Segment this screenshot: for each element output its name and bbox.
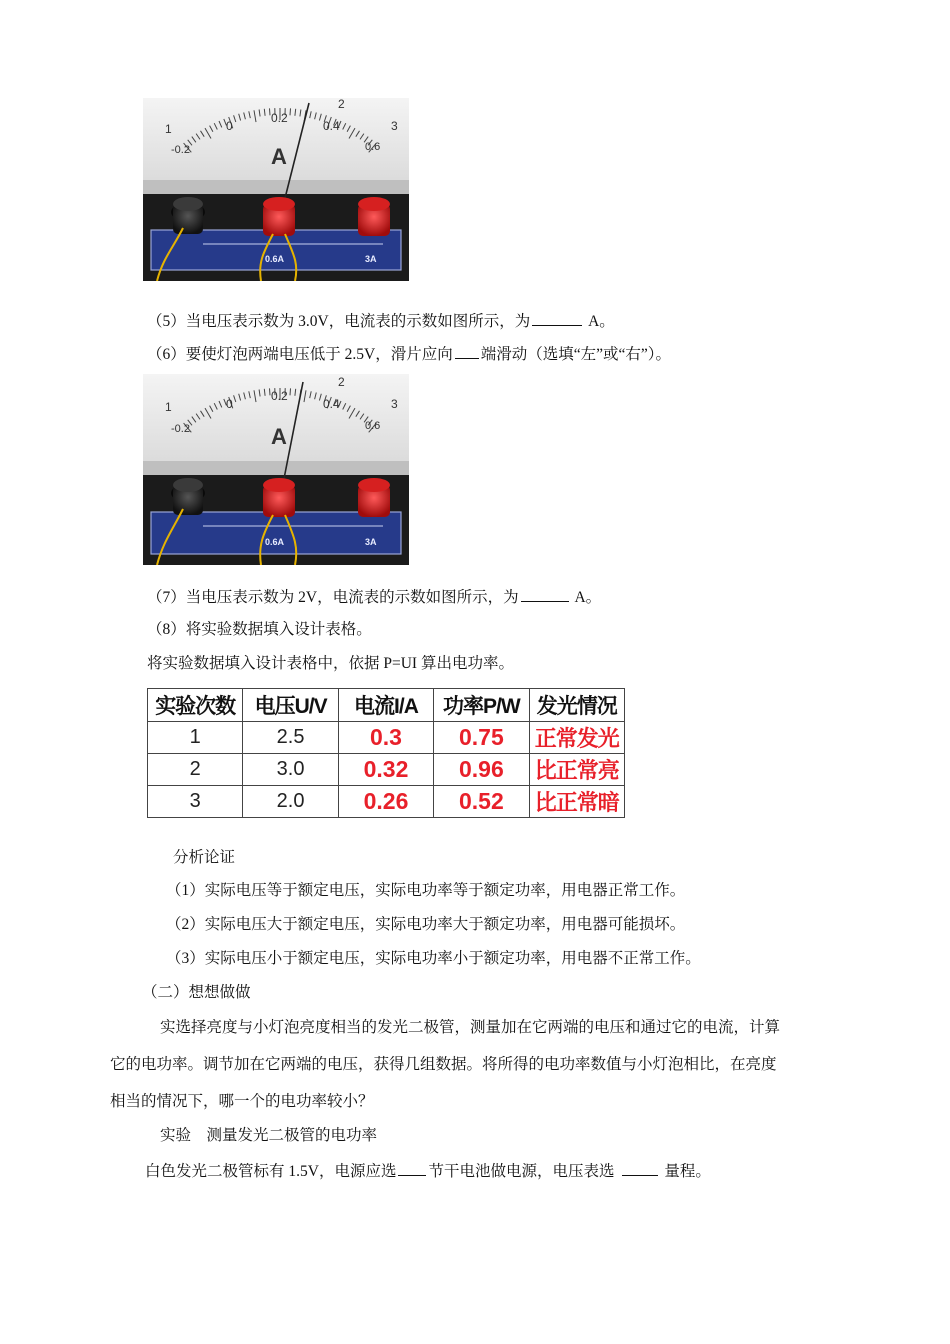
black-terminal-top	[173, 478, 203, 492]
answer-blank[interactable]	[532, 309, 582, 326]
table-cell: 1	[148, 722, 243, 754]
red-terminal-top	[358, 197, 390, 211]
experiment-title: 实验 测量发光二极管的电功率	[160, 1127, 378, 1144]
terminal-label: 0.6A	[265, 537, 285, 547]
answer-blank[interactable]	[521, 585, 569, 602]
ammeter-letter: A	[271, 144, 287, 169]
question-6-suffix: 端滑动（选填“左”或“右”）。	[480, 346, 671, 363]
table-header-cell: 发光情况	[529, 689, 624, 722]
scale-tick	[270, 388, 271, 395]
question-7-suffix: A。	[570, 589, 602, 606]
table-header-cell: 电流I/A	[338, 689, 433, 722]
table-cell-answer: 0.26	[338, 786, 433, 818]
table-cell: 3.0	[243, 754, 338, 786]
question-6-prefix: （6）要使灯泡两端电压低于 2.5V，滑片应向	[147, 346, 453, 363]
final-question-prefix: 白色发光二极管标有 1.5V，电源应选	[145, 1163, 397, 1180]
question-7-prefix: （7）当电压表示数为 2V，电流表的示数如图所示，为	[147, 589, 519, 606]
scale-label: -0.2	[171, 423, 190, 435]
final-question	[145, 1159, 711, 1183]
scale-label: 0.2	[271, 111, 288, 125]
scale-label: 0	[226, 397, 233, 411]
section-title: （二）想想做做	[142, 984, 251, 1001]
scale-label: 3	[391, 397, 398, 411]
table-header-cell: 功率P/W	[434, 689, 529, 722]
ammeter-photo-1	[143, 98, 409, 281]
scale-label: 1	[165, 400, 172, 414]
answer-blank[interactable]	[398, 1159, 426, 1176]
scale-label: 0.6	[365, 141, 381, 153]
scale-label: 0.2	[271, 389, 288, 403]
scale-label: 1	[165, 122, 172, 136]
question-7	[147, 585, 601, 609]
table-cell: 2.5	[243, 722, 338, 754]
final-question-mid: 节干电池做电源，电压表选	[428, 1163, 615, 1180]
scale-label: -0.2	[171, 144, 190, 156]
question-8: （8）将实验数据填入设计表格。	[147, 621, 372, 638]
paragraph-line: 实选择亮度与小灯泡亮度相当的发光二极管，测量加在它两端的电压和通过它的电流，计算	[160, 1019, 781, 1036]
question-5	[147, 309, 615, 333]
question-5-suffix: A。	[584, 313, 615, 330]
table-cell-answer: 比正常暗	[529, 786, 624, 818]
table-cell-answer: 0.52	[434, 786, 529, 818]
terminal-label: 3A	[365, 254, 377, 264]
table-header-cell: 实验次数	[148, 689, 243, 722]
black-terminal-top	[173, 197, 203, 211]
dial-base	[143, 180, 409, 194]
table-header-cell: 电压U/V	[243, 689, 338, 722]
scale-label: 0	[226, 119, 233, 133]
paragraph-line: 它的电功率。调节加在它两端的电压，获得几组数据。将所得的电功率数值与小灯泡相比，在亮度	[110, 1056, 777, 1073]
answer-blank[interactable]	[455, 342, 479, 359]
ammeter-photo-2	[143, 374, 409, 565]
dial-base	[143, 461, 409, 475]
table-cell-answer: 比正常亮	[529, 754, 624, 786]
red-terminal-top	[358, 478, 390, 492]
scale-label: 0.4	[323, 397, 340, 411]
scale-tick	[290, 388, 291, 395]
scale-label: 0.4	[323, 119, 340, 133]
scale-label: 3	[391, 119, 398, 133]
scale-label: 2	[338, 98, 345, 111]
terminal-label: 3A	[365, 537, 377, 547]
analysis-item: （1）实际电压等于额定电压，实际电功率等于额定功率，用电器正常工作。	[166, 882, 686, 899]
table-header-row	[148, 689, 625, 722]
question-6	[147, 342, 671, 366]
analysis-title: 分析论证	[173, 849, 236, 866]
terminal-label: 0.6A	[265, 254, 285, 264]
red-terminal-top	[263, 197, 295, 211]
scale-label: 2	[338, 375, 345, 389]
scale-tick	[290, 108, 291, 115]
blue-circuit-plate	[151, 512, 401, 554]
table-cell-answer: 0.32	[338, 754, 433, 786]
red-terminal-top	[263, 478, 295, 492]
scale-tick	[270, 108, 271, 115]
table-cell: 3	[148, 786, 243, 818]
intro-text: 将实验数据填入设计表格中，依据 P=UI 算出电功率。	[147, 655, 514, 672]
table-row	[148, 722, 625, 754]
answer-blank[interactable]	[622, 1159, 658, 1176]
data-table	[147, 688, 625, 818]
table-cell-answer: 0.96	[434, 754, 529, 786]
table-cell-answer: 0.3	[338, 722, 433, 754]
analysis-item: （2）实际电压大于额定电压，实际电功率大于额定功率，用电器可能损坏。	[166, 916, 686, 933]
table-cell-answer: 正常发光	[529, 722, 624, 754]
paragraph-line: 相当的情况下，哪一个的电功率较小？	[110, 1093, 374, 1110]
table-cell: 2.0	[243, 786, 338, 818]
ammeter-figure	[143, 98, 409, 281]
question-5-prefix: （5）当电压表示数为 3.0V，电流表的示数如图所示，为	[147, 313, 531, 330]
table-cell: 2	[148, 754, 243, 786]
ammeter-letter: A	[271, 424, 287, 449]
final-question-suffix: 量程。	[660, 1163, 711, 1180]
table-row	[148, 786, 625, 818]
scale-label: 0.6	[365, 420, 381, 432]
table-row	[148, 754, 625, 786]
ammeter-figure	[143, 374, 409, 565]
analysis-item: （3）实际电压小于额定电压，实际电功率小于额定功率，用电器不正常工作。	[166, 950, 701, 967]
table-cell-answer: 0.75	[434, 722, 529, 754]
